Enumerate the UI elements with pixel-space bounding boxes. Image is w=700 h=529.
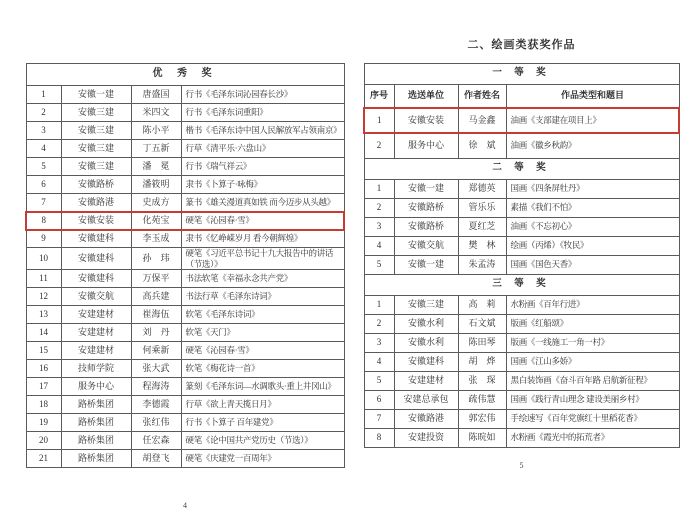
table-row (26, 432, 344, 450)
cell-no: 19 (26, 414, 61, 432)
cell-unit: 安徽三建 (61, 104, 131, 122)
table-row (26, 378, 344, 396)
cell-work: 行草《欲上青天揽日月》 (181, 396, 344, 414)
prize-section-row (364, 158, 679, 179)
cell-unit: 安建总承包 (394, 390, 458, 409)
cell-author: 潘 冕 (131, 158, 181, 176)
cell-author: 崔海伍 (131, 306, 181, 324)
cell-work: 硬笔《沁园春·雪》 (181, 342, 344, 360)
table-row (26, 86, 344, 104)
cell-work: 篆刻《毛泽东词—水调歌头·重上井冈山》 (181, 378, 344, 396)
cell-author: 樊 林 (458, 236, 506, 255)
cell-author: 唐盛国 (131, 86, 181, 104)
cell-no: 6 (26, 176, 61, 194)
cell-work: 行书《毛泽东词沁园春长沙》 (181, 86, 344, 104)
cell-unit: 安徽交航 (61, 288, 131, 306)
cell-author: 陈田琴 (458, 333, 506, 352)
cell-work: 版画《红船颂》 (506, 314, 679, 333)
cell-no: 11 (26, 270, 61, 288)
cell-header: 作品类型和题目 (506, 85, 679, 109)
cell-work: 楷书《毛泽东诗中国人民解放军占领南京》 (181, 122, 344, 140)
column-header-row (364, 85, 679, 109)
table-row (26, 122, 344, 140)
cell-no: 9 (26, 230, 61, 248)
cell-author: 石文斌 (458, 314, 506, 333)
cell-work: 软笔《梅花诗一首》 (181, 360, 344, 378)
table-row (26, 306, 344, 324)
cell-work: 行书《卜算子 百年建党》 (181, 414, 344, 432)
cell-no: 2 (364, 133, 394, 158)
cell-unit: 安徽建科 (61, 230, 131, 248)
table-row (26, 270, 344, 288)
table-row (364, 236, 679, 255)
table-row (364, 428, 679, 447)
cell-author: 马金鑫 (458, 108, 506, 133)
cell-no: 3 (26, 122, 61, 140)
excellence-award-table (25, 63, 345, 468)
cell-work: 绘画（丙烯）《牧民》 (506, 236, 679, 255)
cell-no: 2 (364, 198, 394, 217)
cell-no: 1 (364, 179, 394, 198)
table-title: 优 秀 奖 (26, 64, 344, 86)
cell-unit: 路桥集团 (61, 432, 131, 450)
cell-work: 油画《支部建在项目上》 (506, 108, 679, 133)
cell-work: 油画《不忘初心》 (506, 217, 679, 236)
cell-unit: 安徽安装 (61, 212, 131, 230)
table-row (364, 198, 679, 217)
cell-author: 朱孟涛 (458, 255, 506, 274)
prize-section-row (364, 64, 679, 85)
cell-unit: 安徽建科 (61, 270, 131, 288)
prize-section-row (364, 274, 679, 295)
page-number-right: 5 (519, 461, 524, 470)
cell-unit: 安徽安装 (394, 108, 458, 133)
cell-work: 硬笔《习近平总书记十九大报告中的讲话（节选）》 (181, 248, 344, 270)
cell-no: 2 (364, 314, 394, 333)
table-row (364, 352, 679, 371)
cell-unit: 安徽水利 (394, 333, 458, 352)
cell-no: 7 (26, 194, 61, 212)
cell-unit: 安徽一建 (394, 179, 458, 198)
cell-work: 行书《毛泽东词重阳》 (181, 104, 344, 122)
cell-unit: 安徽三建 (61, 122, 131, 140)
table-row (26, 288, 344, 306)
cell-work: 手绘速写《百年党旗红十里稻花香》 (506, 409, 679, 428)
cell-work: 硬笔《论中国共产党历史（节选）》 (181, 432, 344, 450)
cell-unit: 安徽建科 (61, 248, 131, 270)
cell-no: 10 (26, 248, 61, 270)
table-row (26, 248, 344, 270)
table-row (26, 176, 344, 194)
cell-work: 版画《一线施工一角一村》 (506, 333, 679, 352)
painting-award-table (363, 63, 680, 448)
cell-author: 万保平 (131, 270, 181, 288)
cell-author: 潘筱明 (131, 176, 181, 194)
cell-unit: 路桥集团 (61, 450, 131, 468)
cell-unit: 安建建材 (61, 324, 131, 342)
cell-work: 书法行草《毛泽东诗词》 (181, 288, 344, 306)
cell-work: 国画《四条屏牡丹》 (506, 179, 679, 198)
cell-unit: 安徽一建 (61, 86, 131, 104)
table-row (26, 158, 344, 176)
table-title-row (26, 64, 344, 86)
cell-unit: 安徽水利 (394, 314, 458, 333)
page-title: 二、绘画类获奖作品 (467, 39, 576, 51)
cell-unit: 服务中心 (61, 378, 131, 396)
prize-section-label: 二 等 奖 (364, 158, 679, 179)
cell-author: 高兵建 (131, 288, 181, 306)
table-row (26, 342, 344, 360)
cell-unit: 安徽交航 (394, 236, 458, 255)
cell-no: 8 (364, 428, 394, 447)
table-row (26, 450, 344, 468)
table-row (364, 390, 679, 409)
cell-no: 15 (26, 342, 61, 360)
cell-no: 21 (26, 450, 61, 468)
cell-no: 12 (26, 288, 61, 306)
cell-author: 张红伟 (131, 414, 181, 432)
cell-author: 陈小平 (131, 122, 181, 140)
cell-no: 1 (26, 86, 61, 104)
cell-author: 郑德英 (458, 179, 506, 198)
page-number-left: 4 (183, 501, 187, 510)
cell-author: 米四文 (131, 104, 181, 122)
table-row (364, 295, 679, 314)
cell-author: 孙 玮 (131, 248, 181, 270)
cell-author: 夏红芝 (458, 217, 506, 236)
cell-no: 16 (26, 360, 61, 378)
cell-author: 徐 斌 (458, 133, 506, 158)
table-row (26, 360, 344, 378)
table-row (364, 255, 679, 274)
table-row (364, 217, 679, 236)
table-row (26, 324, 344, 342)
cell-author: 任宏森 (131, 432, 181, 450)
cell-unit: 安徽路桥 (61, 176, 131, 194)
cell-no: 2 (26, 104, 61, 122)
cell-author: 高 莉 (458, 295, 506, 314)
table-row (364, 314, 679, 333)
cell-author: 张 琛 (458, 371, 506, 390)
prize-section-label: 一 等 奖 (364, 64, 679, 85)
cell-author: 丁五新 (131, 140, 181, 158)
cell-author: 李德霞 (131, 396, 181, 414)
cell-unit: 安徽三建 (61, 140, 131, 158)
cell-work: 软笔《毛泽东诗词》 (181, 306, 344, 324)
cell-header: 选送单位 (394, 85, 458, 109)
table-row (26, 194, 344, 212)
cell-author: 张大武 (131, 360, 181, 378)
cell-unit: 技师学院 (61, 360, 131, 378)
cell-work: 硬笔《庆建党一百周年》 (181, 450, 344, 468)
right-page (363, 63, 680, 448)
cell-unit: 安徽三建 (394, 295, 458, 314)
cell-unit: 安徽路桥 (394, 198, 458, 217)
cell-work: 行草《清平乐·六盘山》 (181, 140, 344, 158)
cell-unit: 安徽一建 (394, 255, 458, 274)
cell-unit: 安徽三建 (61, 158, 131, 176)
highlighted-row (26, 212, 344, 230)
cell-no: 18 (26, 396, 61, 414)
cell-work: 水粉画《霞光中的拓荒者》 (506, 428, 679, 447)
table-row (364, 371, 679, 390)
cell-no: 7 (364, 409, 394, 428)
table-row (26, 140, 344, 158)
cell-author: 史成方 (131, 194, 181, 212)
cell-no: 5 (364, 255, 394, 274)
cell-no: 8 (26, 212, 61, 230)
cell-author: 胡 烨 (458, 352, 506, 371)
cell-no: 17 (26, 378, 61, 396)
cell-author: 何乘新 (131, 342, 181, 360)
cell-work: 行书《瑞气祥云》 (181, 158, 344, 176)
table-row (364, 179, 679, 198)
table-row (364, 409, 679, 428)
cell-work: 素描《我们不怕》 (506, 198, 679, 217)
cell-no: 4 (364, 236, 394, 255)
cell-work: 黑白装饰画《奋斗百年路 启航新征程》 (506, 371, 679, 390)
cell-no: 3 (364, 333, 394, 352)
cell-no: 20 (26, 432, 61, 450)
cell-work: 隶书《卜算子·咏梅》 (181, 176, 344, 194)
cell-work: 硬笔《沁园春·雪》 (181, 212, 344, 230)
cell-no: 6 (364, 390, 394, 409)
cell-work: 书法软笔《幸福永念共产党》 (181, 270, 344, 288)
cell-author: 李玉成 (131, 230, 181, 248)
cell-no: 1 (364, 108, 394, 133)
cell-work: 油画《徽乡秋韵》 (506, 133, 679, 158)
highlighted-row (364, 108, 679, 133)
cell-no: 4 (26, 140, 61, 158)
cell-work: 水粉画《百年行进》 (506, 295, 679, 314)
table-row (26, 104, 344, 122)
cell-unit: 安徽路港 (394, 409, 458, 428)
cell-work: 篆书《雄关漫道真如铁 而今迈步从头越》 (181, 194, 344, 212)
cell-author: 陈晥如 (458, 428, 506, 447)
cell-header: 作者姓名 (458, 85, 506, 109)
cell-author: 程海涛 (131, 378, 181, 396)
cell-unit: 安徽建科 (394, 352, 458, 371)
cell-author: 化苑宝 (131, 212, 181, 230)
cell-work: 国画《国色天香》 (506, 255, 679, 274)
cell-work: 隶书《忆峥嵘岁月 看今朝辉煌》 (181, 230, 344, 248)
cell-no: 14 (26, 324, 61, 342)
cell-work: 国画《践行青山理念 建设美丽乡村》 (506, 390, 679, 409)
cell-header: 序号 (364, 85, 394, 109)
cell-no: 1 (364, 295, 394, 314)
left-page (25, 63, 345, 468)
table-row (364, 333, 679, 352)
cell-no: 5 (364, 371, 394, 390)
cell-author: 胡登飞 (131, 450, 181, 468)
cell-unit: 安建投资 (394, 428, 458, 447)
cell-unit: 安建建材 (61, 342, 131, 360)
cell-unit: 路桥集团 (61, 414, 131, 432)
table-row (26, 396, 344, 414)
cell-unit: 安徽路桥 (394, 217, 458, 236)
cell-author: 刘 丹 (131, 324, 181, 342)
prize-section-label: 三 等 奖 (364, 274, 679, 295)
cell-work: 软笔《天门》 (181, 324, 344, 342)
table-row (364, 133, 679, 158)
cell-unit: 服务中心 (394, 133, 458, 158)
cell-unit: 安建建材 (61, 306, 131, 324)
cell-unit: 路桥集团 (61, 396, 131, 414)
table-row (26, 414, 344, 432)
table-row (26, 230, 344, 248)
cell-no: 13 (26, 306, 61, 324)
cell-no: 4 (364, 352, 394, 371)
cell-author: 郭宏伟 (458, 409, 506, 428)
cell-author: 管乐乐 (458, 198, 506, 217)
cell-author: 疏伟慧 (458, 390, 506, 409)
cell-unit: 安建建材 (394, 371, 458, 390)
cell-no: 5 (26, 158, 61, 176)
cell-unit: 安徽路港 (61, 194, 131, 212)
cell-no: 3 (364, 217, 394, 236)
cell-work: 国画《江山多娇》 (506, 352, 679, 371)
